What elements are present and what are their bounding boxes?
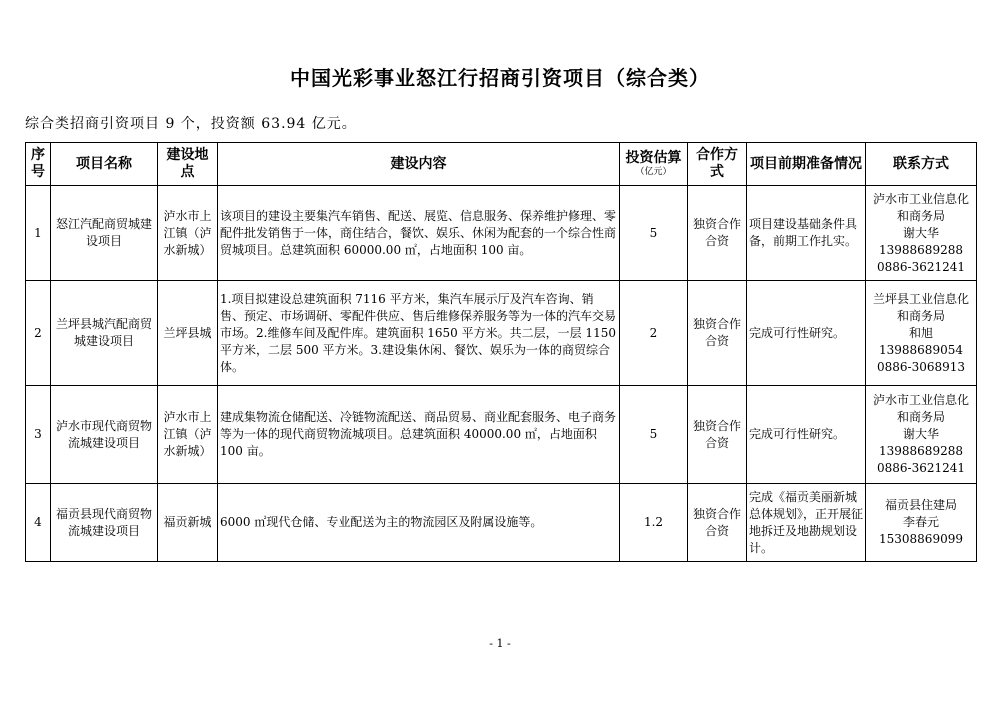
row-contact	[866, 186, 977, 281]
row-content: 建成集物流仓储配送、冷链物流配送、商品贸易、商业配套服务、电子商务等为一体的现代商贸物流城项目。总建筑面积 40000.00 ㎡，占地面积 100 亩。	[218, 386, 620, 484]
row-project-name: 泸水市现代商贸物流城建设项目	[51, 386, 158, 484]
row-contact	[866, 386, 977, 484]
row-investment: 2	[620, 281, 688, 386]
contact-phone: 13988689288	[879, 242, 963, 257]
row-prep: 完成可行性研究。	[747, 386, 866, 484]
table-header-row	[26, 143, 977, 186]
header-investment-label: 投资估算	[625, 150, 682, 166]
table-row	[26, 186, 977, 281]
row-prep: 项目建设基础条件具备，前期工作扎实。	[747, 186, 866, 281]
table-row	[26, 281, 977, 386]
row-contact	[866, 281, 977, 386]
row-location: 泸水市上江镇（泸水新城）	[158, 186, 218, 281]
contact-org: 兰坪县工业信息化和商务局	[872, 291, 969, 323]
header-contact: 联系方式	[866, 143, 977, 186]
header-mode: 合作方式	[688, 143, 747, 186]
row-project-name: 兰坪县城汽配商贸城建设项目	[51, 281, 158, 386]
row-prep: 完成《福贡美丽新城总体规划》，正开展征地拆迁及地勘规划设计。	[747, 484, 866, 562]
row-investment: 5	[620, 386, 688, 484]
contact-phone: 0886-3621241	[876, 259, 966, 274]
contact-person: 和旭	[908, 325, 933, 340]
header-investment-unit: （亿元）	[635, 167, 672, 177]
header-content: 建设内容	[218, 143, 620, 186]
row-investment: 5	[620, 186, 688, 281]
row-location: 泸水市上江镇（泸水新城）	[158, 386, 218, 484]
contact-org: 泸水市工业信息化和商务局	[872, 191, 969, 223]
contact-person: 谢大华	[902, 427, 939, 441]
contact-person: 李春元	[902, 515, 939, 529]
row-mode: 独资合作合资	[688, 386, 747, 484]
row-seq: 2	[26, 281, 51, 386]
row-location: 兰坪县城	[158, 281, 218, 386]
row-investment: 1.2	[620, 484, 688, 562]
header-seq: 序号	[26, 143, 51, 186]
row-seq: 4	[26, 484, 51, 562]
row-mode: 独资合作合资	[688, 484, 747, 562]
table-row	[26, 386, 977, 484]
contact-phone: 13988689288	[879, 444, 963, 458]
contact-phone: 13988689054	[879, 342, 963, 357]
contact-org: 福贡县住建局	[884, 498, 957, 512]
row-content: 1.项目拟建设总建筑面积 7116 平方米，集汽车展示厅及汽车咨询、销售、预定、市场调研、零配件供应、售后维修保养服务等为一体的汽车交易市场。2.维修车间及配件库。建筑面积 1650 平方米。共二层，一层 1150 平方米，二层 500 平方米。3.建设集休闲、餐饮、娱乐为一体的商贸综合体。	[218, 281, 620, 386]
contact-phone: 0886-3621241	[876, 461, 966, 475]
row-location: 福贡新城	[158, 484, 218, 562]
row-mode: 独资合作合资	[688, 281, 747, 386]
row-content: 该项目的建设主要集汽车销售、配送、展览、信息服务、保养维护修理、零配件批发销售于一体，商住结合，餐饮、娱乐、休闲为配套的一个综合性商贸城项目。总建筑面积 60000.00 ㎡，占地面积 100 亩。	[218, 186, 620, 281]
table-row	[26, 484, 977, 562]
header-location: 建设地点	[158, 143, 218, 186]
page-number: - 1 -	[489, 637, 511, 650]
row-prep: 完成可行性研究。	[747, 281, 866, 386]
row-contact	[866, 484, 977, 562]
header-investment	[620, 143, 688, 186]
contact-org: 泸水市工业信息化和商务局	[872, 393, 969, 424]
row-project-name: 福贡县现代商贸物流城建设项目	[51, 484, 158, 562]
page-title: 中国光彩事业怒江行招商引资项目（综合类）	[290, 66, 710, 90]
contact-person: 谢大华	[902, 225, 939, 240]
row-content: 6000 ㎡现代仓储、专业配送为主的物流园区及附属设施等。	[218, 484, 620, 562]
projects-table	[25, 142, 977, 562]
summary-text: 综合类招商引资项目 9 个，投资额 63.94 亿元。	[25, 116, 357, 132]
header-prep: 项目前期准备情况	[747, 143, 866, 186]
row-seq: 1	[26, 186, 51, 281]
contact-phone: 0886-3068913	[876, 359, 966, 374]
row-mode: 独资合作合资	[688, 186, 747, 281]
contact-phone: 15308869099	[879, 532, 963, 546]
row-project-name: 怒江汽配商贸城建设项目	[51, 186, 158, 281]
row-seq: 3	[26, 386, 51, 484]
header-name: 项目名称	[51, 143, 158, 186]
